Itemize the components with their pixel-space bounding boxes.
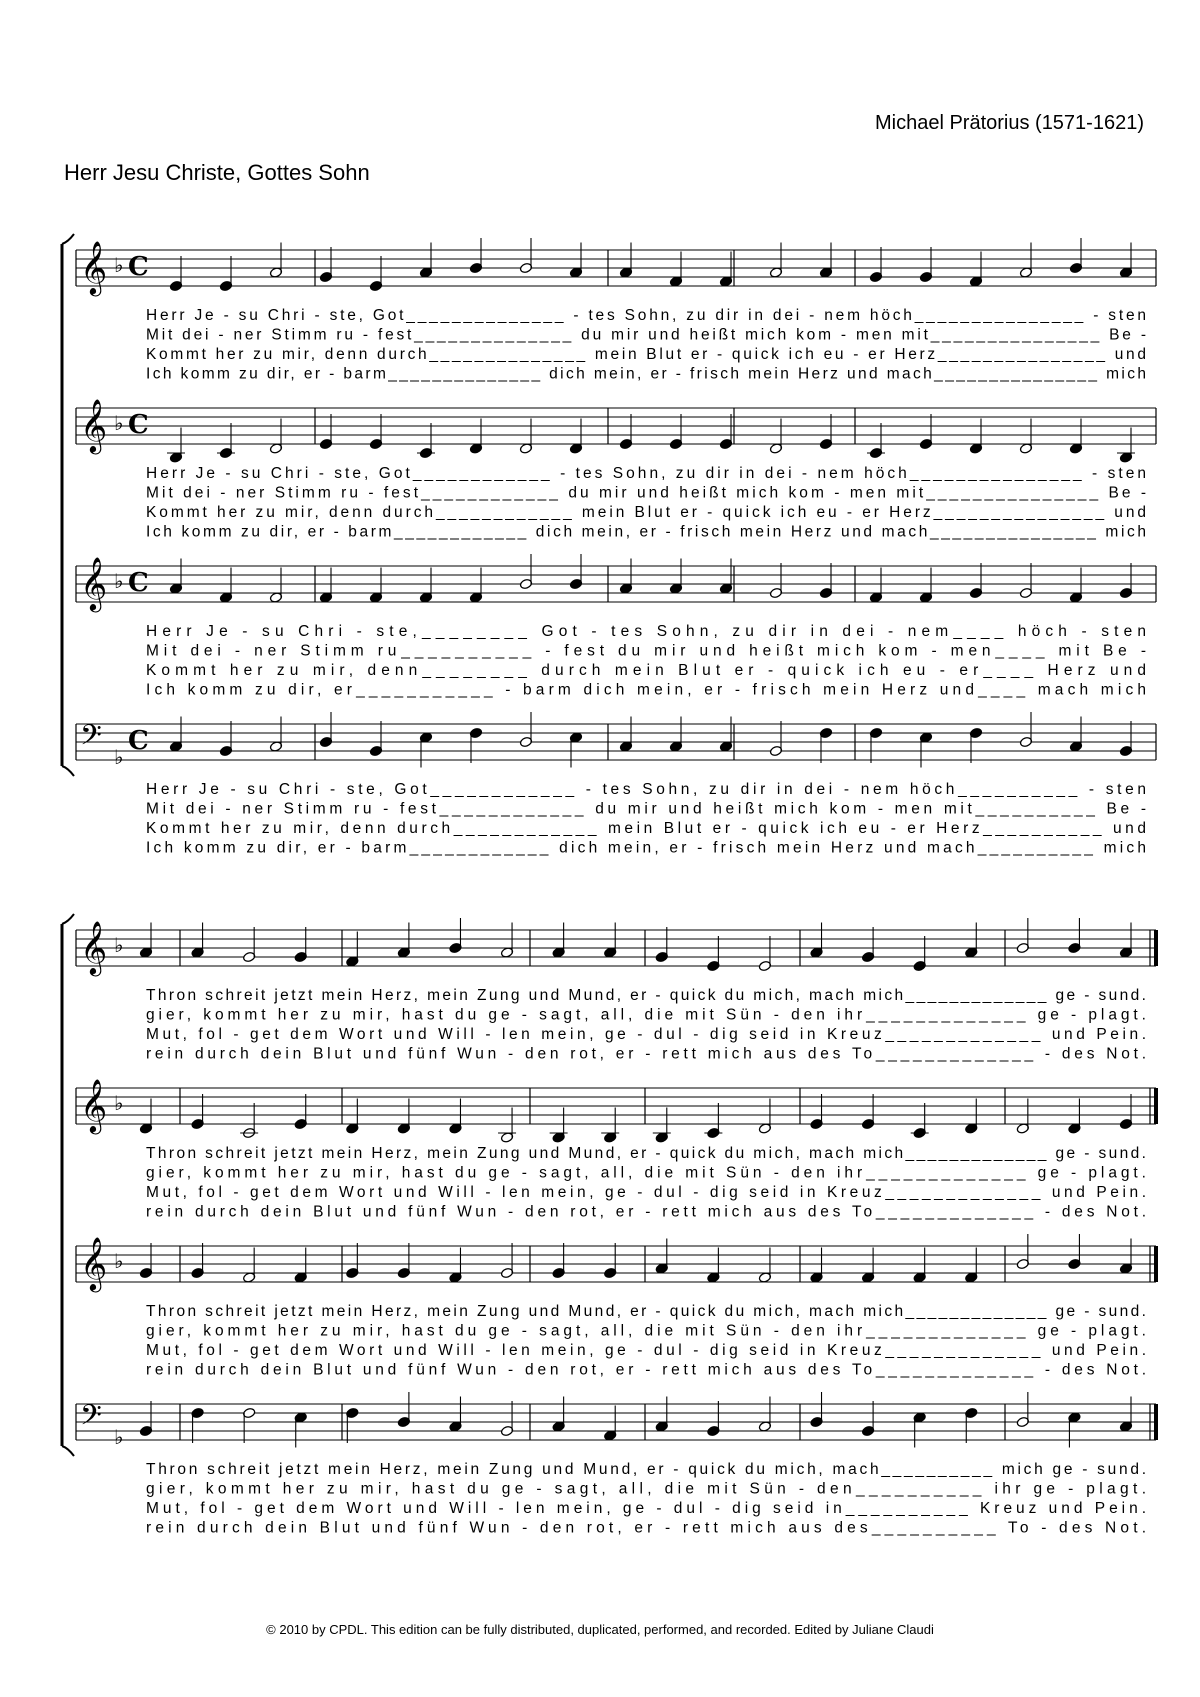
staff	[76, 238, 1156, 383]
key-signature-flat: ♭	[114, 1249, 124, 1273]
time-signature: C	[128, 410, 149, 440]
lyric-line: Mut, fol - get dem Wort und Will - len mein, ge - dul - dig seid in Kreuz_____________ und Pein.	[146, 1342, 1147, 1359]
time-signature: C	[128, 568, 149, 598]
lyric-line: Kommt her zu mir, denn durch____________ mein Blut er - quick ich eu - er Herz__________ und	[146, 820, 1146, 837]
staff	[76, 554, 1156, 699]
lyric-line: Thron schreit jetzt mein Herz, mein Zung und Mund, er - quick du mich, mach mich_____________ ge - sund.	[146, 987, 1146, 1004]
piece-title: Herr Jesu Christe, Gottes Sohn	[64, 160, 370, 185]
key-signature-flat: ♭	[114, 745, 124, 769]
lyric-line: Thron schreit jetzt mein Herz, mein Zung und Mund, er - quick du mich, mach mich_____________ ge - sund.	[146, 1145, 1146, 1162]
lyric-line: Herr Je - su Chri - ste, Got______________ - tes Sohn, zu dir in dei - nem höch_______________ - sten	[146, 307, 1146, 324]
time-signature: C	[128, 252, 149, 282]
lyric-line: Herr Je - su Chri - ste, Got____________ - tes Sohn, zu dir in dei - nem höch__________ - sten	[146, 781, 1146, 798]
key-signature-flat: ♭	[114, 569, 124, 593]
key-signature-flat: ♭	[114, 253, 124, 277]
lyric-line: Kommt her zu mir, denn durch______________ mein Blut er - quick ich eu - er Herz_______________ und	[146, 346, 1146, 363]
lyric-line: Ich komm zu dir, er___________ - barm dich mein, er - frisch mein Herz und____ mach mich	[146, 681, 1146, 699]
bass-clef: 𝄢	[80, 1399, 102, 1439]
lyric-line: Mit dei - ner Stimm ru__________ - fest du mir und heißt mich kom - men____ mit Be -	[146, 642, 1146, 660]
bracket-bottom-curl	[62, 766, 74, 776]
bracket-top-curl	[62, 234, 74, 244]
lyric-line: Herr Je - su Chri - ste, Got____________ - tes Sohn, zu dir in dei - nem höch_______________ - sten	[146, 465, 1146, 482]
lyric-line: rein durch dein Blut und fünf Wun - den rot, er - rett mich aus des To_____________ - des Not.	[146, 1203, 1147, 1221]
treble-clef: 𝄞	[80, 556, 108, 610]
lyric-line: Mut, fol - get dem Wort und Will - len mein, ge - dul - dig seid in Kreuz_____________ und Pein.	[146, 1184, 1147, 1201]
staff	[76, 398, 1156, 541]
lyric-line: rein durch dein Blut und fünf Wun - den rot, er - rett mich aus des To_____________ - des Not.	[146, 1045, 1147, 1063]
treble-clef: 𝄞	[80, 1236, 108, 1290]
treble-clef: 𝄞	[80, 240, 108, 294]
staff	[76, 1078, 1156, 1221]
lyric-line: Kommt her zu mir, denn________ durch mein Blut er - quick ich eu - er____ Herz und	[146, 662, 1147, 679]
lyric-line: Herr Je - su Chri - ste,________ Got - tes Sohn, zu dir in dei - nem____ höch - sten	[146, 623, 1146, 640]
composer-credit: Michael Prätorius (1571-1621)	[874, 112, 1144, 134]
key-signature-flat: ♭	[114, 411, 124, 435]
staff	[76, 1234, 1156, 1379]
key-signature-flat: ♭	[114, 1091, 124, 1115]
staff	[76, 1392, 1156, 1537]
lyric-line: gier, kommt her zu mir, hast du ge - sagt, all, die mit Sün - den ihr_____________ ge - plagt.	[146, 1006, 1146, 1024]
lyric-line: Ich komm zu dir, er - barm______________ dich mein, er - frisch mein Herz und mach_______________ mich	[146, 365, 1146, 383]
treble-clef: 𝄞	[80, 920, 108, 974]
treble-clef: 𝄞	[80, 1078, 108, 1132]
lyric-line: Mit dei - ner Stimm ru - fest______________ du mir und heißt mich kom - men mit_______________ Be -	[146, 326, 1146, 344]
key-signature-flat: ♭	[114, 933, 124, 957]
key-signature-flat: ♭	[114, 1425, 124, 1449]
lyric-line: Mut, fol - get dem Wort und Will - len mein, ge - dul - dig seid in__________ Kreuz und Pein.	[146, 1500, 1147, 1517]
lyric-line: Mut, fol - get dem Wort und Will - len mein, ge - dul - dig seid in Kreuz_____________ und Pein.	[146, 1026, 1147, 1043]
copyright-footer: © 2010 by CPDL. This edition can be fully distributed, duplicated, performed, and recorded. Edited by Juliane Claudi	[266, 1622, 934, 1637]
lyric-line: Mit dei - ner Stimm ru - fest____________ du mir und heißt mich kom - men mit_______________ Be -	[146, 484, 1146, 502]
lyric-line: rein durch dein Blut und fünf Wun - den rot, er - rett mich aus des To_____________ - des Not.	[146, 1361, 1147, 1379]
lyric-line: Thron schreit jetzt mein Herz, mein Zung und Mund, er - quick du mich, mach__________ mich ge - sund.	[146, 1461, 1146, 1478]
staff	[76, 712, 1156, 857]
lyric-line: gier, kommt her zu mir, hast du ge - sagt, all, die mit Sün - den ihr_____________ ge - plagt.	[146, 1164, 1146, 1182]
lyric-line: Ich komm zu dir, er - barm____________ dich mein, er - frisch mein Herz und mach__________ mich	[146, 839, 1146, 857]
lyric-line: Thron schreit jetzt mein Herz, mein Zung und Mund, er - quick du mich, mach mich_____________ ge - sund.	[146, 1303, 1146, 1320]
bracket-bottom-curl	[62, 1446, 74, 1456]
lyric-line: Mit dei - ner Stimm ru - fest____________ du mir und heißt mich kom - men mit__________ Be -	[146, 800, 1146, 818]
lyric-line: Kommt her zu mir, denn durch____________ mein Blut er - quick ich eu - er Herz_______________ und	[146, 504, 1146, 521]
lyric-line: Ich komm zu dir, er - barm____________ dich mein, er - frisch mein Herz und mach_______________ mich	[146, 523, 1146, 541]
lyric-line: gier, kommt her zu mir, hast du ge - sagt, all, die mit Sün - den ihr_____________ ge - plagt.	[146, 1322, 1146, 1340]
staff	[76, 918, 1156, 1063]
treble-clef: 𝄞	[80, 398, 108, 452]
bass-clef: 𝄢	[80, 719, 102, 759]
time-signature: C	[128, 726, 149, 756]
bracket-top-curl	[62, 914, 74, 924]
lyric-line: gier, kommt her zu mir, hast du ge - sagt, all, die mit Sün - den__________ ihr ge - plagt.	[146, 1480, 1147, 1498]
lyric-line: rein durch dein Blut und fünf Wun - den rot, er - rett mich aus des__________ To - des Not.	[146, 1519, 1147, 1537]
